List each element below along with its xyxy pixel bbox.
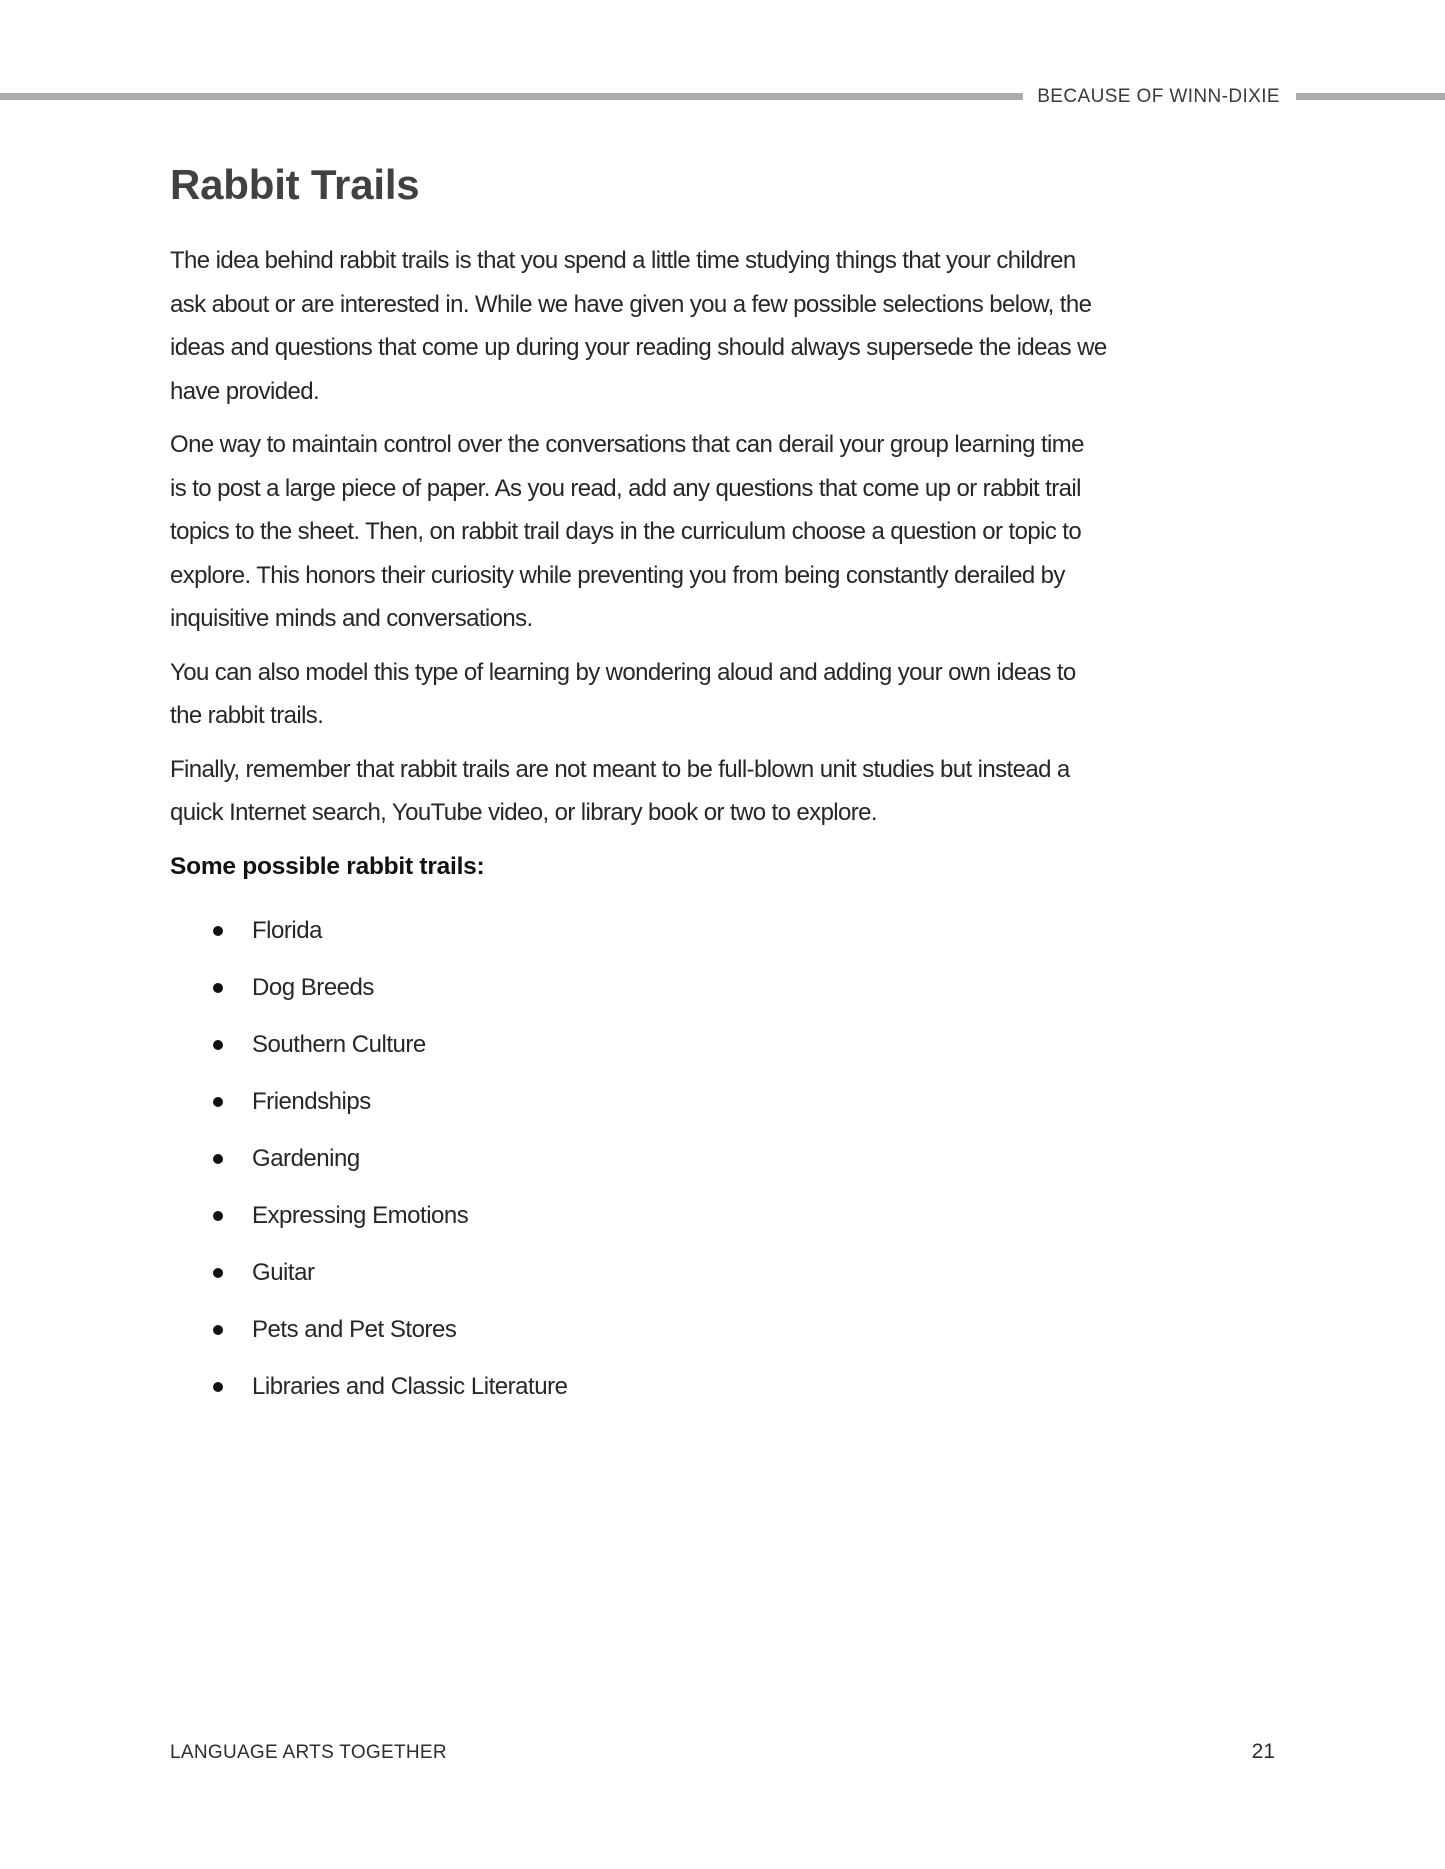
paragraph — [170, 239, 1280, 413]
paragraph-line: Finally, remember that rabbit trails are not meant to be full-blown unit studies but instead a — [170, 755, 1070, 783]
rabbit-trail-label: Dog Breeds — [252, 973, 374, 1001]
bullet-icon — [213, 983, 223, 993]
bullet-icon — [213, 1154, 223, 1164]
paragraph-line: topics to the sheet. Then, on rabbit trail days in the curriculum choose a question or topic to — [170, 518, 1082, 545]
paragraph-line: You can also model this type of learning by wondering aloud and adding your own ideas to — [170, 658, 1076, 686]
rabbit-trail-item — [170, 1365, 1280, 1409]
bullet-icon — [213, 1040, 223, 1050]
paragraph-line: ask about or are interested in. While we have given you a few possible selections below, the — [170, 290, 1092, 318]
rabbit-trail-label: Pets and Pet Stores — [252, 1315, 457, 1343]
paragraph-line: explore. This honors their curiosity while preventing you from being constantly derailed by — [170, 561, 1065, 589]
rabbit-trail-item — [170, 909, 1280, 953]
paragraph-line: is to post a large piece of paper. As you read, add any questions that come up or rabbit trail — [170, 474, 1081, 502]
bullet-icon — [213, 1097, 223, 1107]
bullet-icon — [213, 1268, 223, 1278]
list-heading: Some possible rabbit trails: — [170, 852, 485, 880]
rabbit-trail-label: Guitar — [252, 1258, 315, 1286]
bullet-icon — [213, 926, 223, 936]
paragraph-line: inquisitive minds and conversations. — [170, 605, 533, 632]
rabbit-trail-label: Gardening — [252, 1144, 360, 1172]
page-number: 21 — [1251, 1740, 1275, 1763]
bullet-icon — [213, 1382, 223, 1392]
footer-book-series: LANGUAGE ARTS TOGETHER — [170, 1742, 447, 1763]
paragraph — [170, 748, 1280, 835]
paragraph-line: One way to maintain control over the conversations that can derail your group learning time — [170, 431, 1084, 458]
rabbit-trail-item — [170, 1251, 1280, 1295]
paragraph-line: The idea behind rabbit trails is that you spend a little time studying things that your children — [170, 247, 1076, 274]
rabbit-trail-item — [170, 1080, 1280, 1124]
rabbit-trails-list — [170, 909, 1280, 1409]
rabbit-trail-label: Expressing Emotions — [252, 1201, 469, 1229]
rabbit-trail-item — [170, 1137, 1280, 1181]
page-body — [170, 0, 1280, 1422]
rabbit-trail-item — [170, 1194, 1280, 1238]
section-title: Rabbit Trails — [170, 161, 420, 208]
paragraph-line: have provided. — [170, 377, 320, 405]
page-footer — [170, 1740, 1275, 1764]
paragraph — [170, 423, 1280, 641]
running-header-title: BECAUSE OF WINN-DIXIE — [1037, 85, 1280, 107]
rabbit-trail-label: Friendships — [252, 1087, 371, 1115]
rabbit-trail-label: Southern Culture — [252, 1030, 426, 1058]
rabbit-trail-item — [170, 1023, 1280, 1067]
paragraph-line: quick Internet search, YouTube video, or library book or two to explore. — [170, 799, 877, 826]
bullet-icon — [213, 1211, 223, 1221]
rabbit-trail-label: Libraries and Classic Literature — [252, 1372, 568, 1400]
header-rule-right — [1296, 93, 1445, 100]
rabbit-trail-item — [170, 966, 1280, 1010]
paragraph — [170, 651, 1280, 738]
bullet-icon — [213, 1325, 223, 1335]
rabbit-trail-label: Florida — [252, 916, 322, 944]
rabbit-trail-item — [170, 1308, 1280, 1352]
body-paragraphs — [170, 239, 1280, 835]
paragraph-line: the rabbit trails. — [170, 702, 324, 729]
paragraph-line: ideas and questions that come up during your reading should always supersede the ideas we — [170, 334, 1107, 361]
